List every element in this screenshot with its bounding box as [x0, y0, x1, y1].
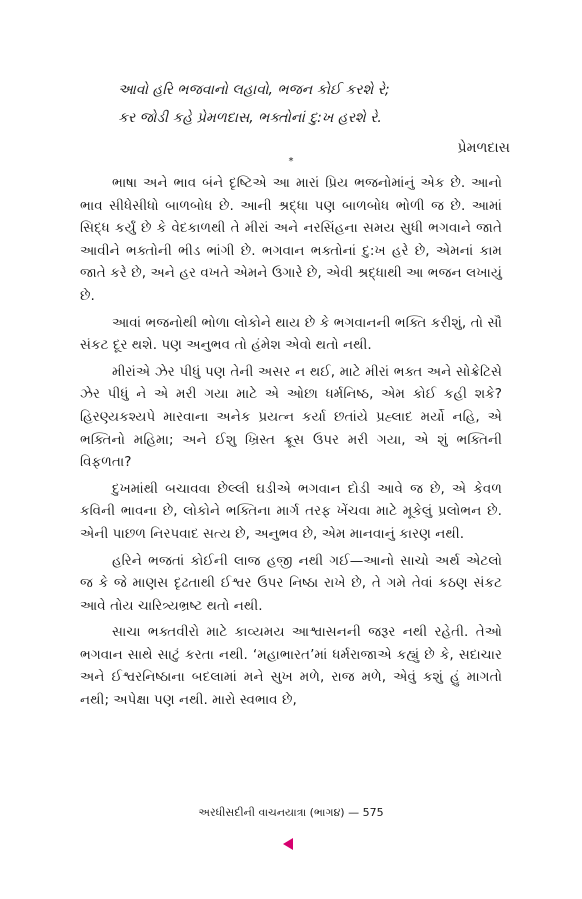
poem-line: કર જોડી કહે પ્રેમળદાસ, ભક્તોનાં દુ:ખ હરશે રે. [118, 110, 382, 126]
prev-page-arrow-icon[interactable] [283, 838, 293, 850]
paragraph: મીરાંએ ઝેર પીધું પણ તેની અસર ન થઈ, માટે મીરાં ભક્ત અને સોક્રેટિસે ઝેર પીધું ને એ મરી ગયા માટે એ ઓછા ધર્મનિષ્ઠ, એમ કોઈ કહી શકે? હિરણ્યકશ્યપે મારવાના અનેક પ્રયત્ન કર્યા છતાંયે પ્રહ્લાદ મર્યો નહિ, એ ભક્તિનો મહિમા; અને ઈશુ ખ્રિસ્ત ક્રૂસ ઉપર મરી ગયા, એ શું ભક્તિની વિફળતા? [80, 363, 502, 471]
poem-author: પ્રેમળદાસ [457, 140, 510, 156]
paragraph: દુખમાંથી બચાવવા છેલ્લી ઘડીએ ભગવાન દોડી આવે જ છે, એ કેવળ કવિની ભાવના છે, લોકોને ભક્તિના માર્ગ તરફ ખેંચવા માટે મૂકેલું પ્રલોભન છે. એની પાછળ નિરપવાદ સત્ય છે, અનુભવ છે, એમ માનવાનું કારણ નથી. [80, 480, 502, 542]
essay-body [80, 172, 502, 716]
paragraph: આવાં ભજનોથી ભોળા લોકોને થાય છે કે ભગવાનની ભક્તિ કરીશું, તો સૌ સંકટ દૂર થશે. પણ અનુભવ તો હંમેશ એવો થતો નથી. [80, 314, 502, 354]
paragraph: હરિને ભજતાં કોઈની લાજ હજી નથી ગઈ—આનો સાચો અર્થ એટલો જ કે જે માણસ દૃઢતાથી ઈશ્વર ઉપર નિષ્ઠા રાખે છે, તે ગમે તેવાં કઠણ સંકટ આવે તોય ચારિત્ર્યભ્રષ્ટ થતો નથી. [80, 552, 502, 614]
paragraph: ભાષા અને ભાવ બંને દૃષ્ટિએ આ મારાં પ્રિય ભજનોમાંનું એક છે. આનો ભાવ સીધેસીધો બાળબોધ છે. આની શ્રદ્ધા પણ બાળબોધ ભોળી જ છે. આમાં સિદ્ધ કર્યું છે કે વેદકાળથી તે મીરાં અને નરસિંહના સમય સુધી ભગવાને જાતે આવીને ભક્તોની ભીડ ભાંગી છે. ભગવાન ભક્તોનાં દુ:ખ હરે છે, એમનાં કામ જાતે કરે છે, અને હર વખતે એમને ઉગારે છે, એવી શ્રદ્ધાથી આ ભજન લખાયું છે. [80, 175, 502, 304]
section-separator: * [288, 156, 294, 167]
paragraph: સાચા ભક્તવીરો માટે કાવ્યમય આશ્વાસનની જરૂર નથી રહેતી. તેઓ ભગવાન સાથે સાટું કરતા નથી. ‘મહાભારત’માં ધર્મરાજાએ કહ્યું છે કે, સદાચાર અને ઈશ્વરનિષ્ઠાના બદલામાં મને સુખ મળે, રાજ મળે, એવું કશું હું માગતો નથી; અપેક્ષા પણ નથી. મારો સ્વભાવ છે, [80, 624, 502, 709]
poem-stanza [118, 76, 518, 132]
page-footer: અરધીસદીની વાચનયાત્રા (ભાગ૪) — 575 [198, 806, 384, 819]
poem-line: આવો હરિ ભજવાનો લહાવો, ભજન કોઈ કરશે રે; [118, 82, 390, 98]
